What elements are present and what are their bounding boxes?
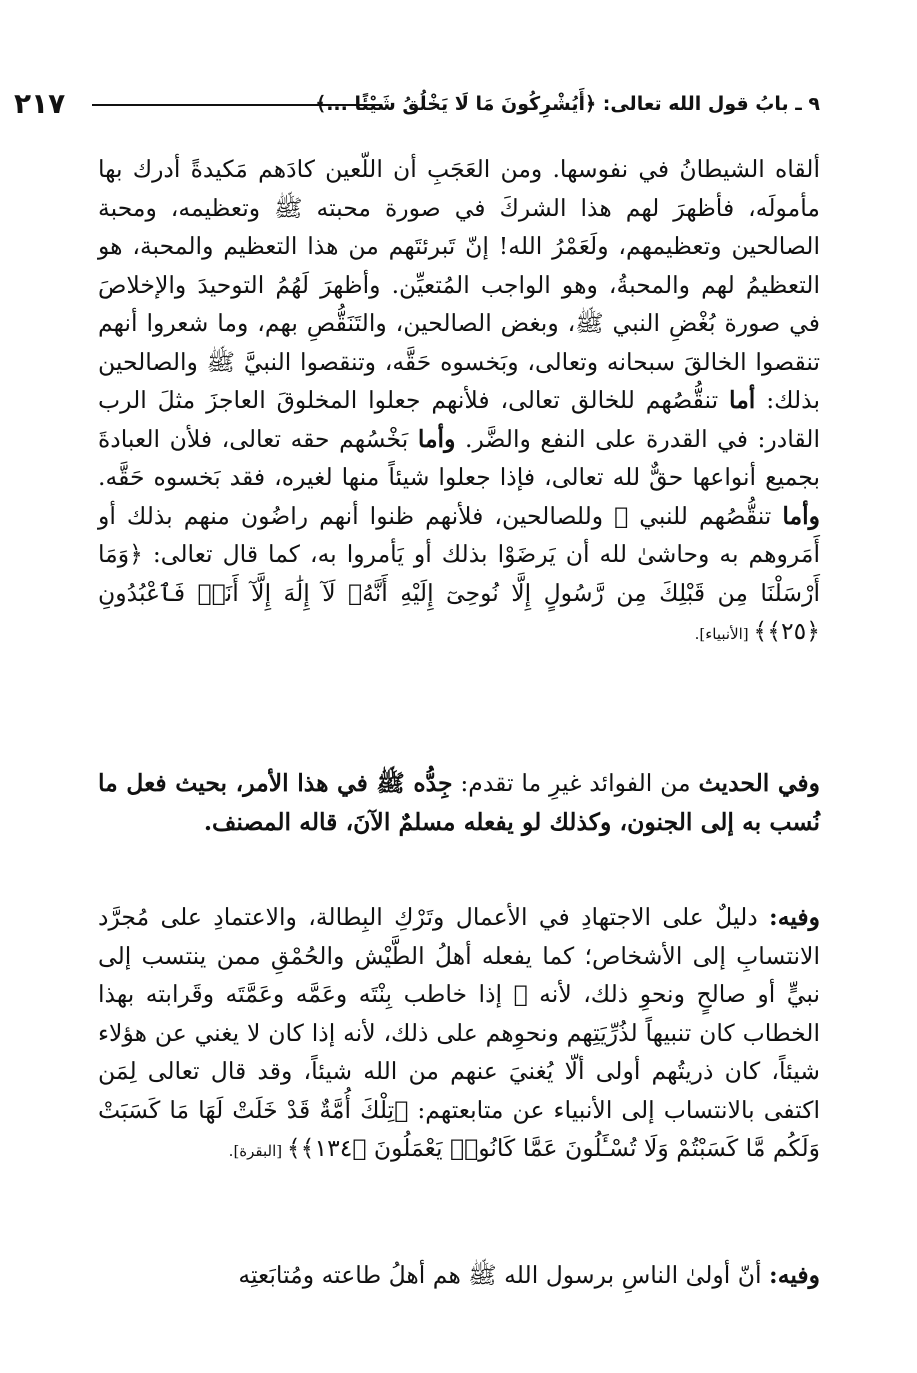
bold-term: وفيه:	[769, 1261, 820, 1289]
text: ألقاه الشيطانُ في نفوسها. ومن العَجَبِ أن اللّعين كادَهم مَكيدةً أدرك بها مأمولَه، فأظهرَ لهم هذا الشركَ في صورة محبته ﷺ وتعظيمه، ومحبة الصالحين وتعظيمهم، ولَعَمْرُ الله! إنّ تَبرئتَهم من هذا التعظيم والمحبة، هو التعظيمُ لهم والمحبةُ، وهو الواجب المُتعيِّن. وأظهرَ لَهُمُ التوحيدَ والإخلاصَ في صورة بُغْضِ النبي ﷺ، وبغض الصالحين، والتَنَقُّصِ بهم، وما شعروا أنهم تنقصوا الخالقَ سبحانه وتعالى، وبَخسوه حَقَّه، وتنقصوا النبيَّ ﷺ والصالحين بذلك:	[98, 155, 820, 414]
text: تنقُّصُهم للخالق تعالى، فلأنهم جعلوا المخلوقَ العاجزَ مثلَ الرب القادر: في القدرة على النفع والضَّر.	[98, 386, 820, 453]
bold-term: وفيه:	[769, 903, 820, 931]
text: من الفوائد غيرِ ما تقدم:	[452, 769, 699, 797]
paragraph-1	[98, 150, 820, 654]
bold-term: وأما	[782, 501, 820, 530]
bold-term: وأما	[417, 424, 456, 453]
text: دليلٌ على الاجتهادِ في الأعمال وتَرْكِ البِطالة، والاعتمادِ على مُجرَّد الانتسابِ إلى الأشخاص؛ كما يفعله أهلُ الطَّيْش والحُمْقِ ممن ينتسب إلى نبيٍّ أو صالحٍ ونحوِ ذلك، لأنه ﷺ إذا خاطب بِنْتَه وعَمَّه وعَمَّتَه وقَرابته بهذا الخطاب كان تنبيهاً لذُرِّيَتِهم ونحوِهم على ذلك، لأنه إذا كان لا يغني عن هؤلاء شيئاً، كان ذريتُهم أولى ألّا يُغنيَ عنهم من الله شيئاً، وقد قال تعالى لِمَن اكتفى بالانتساب إلى الأنبياء عن متابعتهم:	[98, 903, 820, 1124]
quran-verse: ﴿تِلْكَ أُمَّةٌ قَدْ خَلَتْ لَهَا مَا كَسَبَتْ وَلَكُم مَّا كَسَبْتُمْ وَلَا تُسْـَٔلُونَ عَمَّا كَانُوا۟ يَعْمَلُونَ ﴿١٣٤﴾﴾	[98, 1095, 820, 1162]
surah-reference: [الأنبياء].	[694, 625, 754, 643]
quran-verse: ﴿وَمَا أَرْسَلْنَا مِن قَبْلِكَ مِن رَّسُولٍ إِلَّا نُوحِىٓ إِلَيْهِ أَنَّهُۥ لَآ إِلَٰهَ إِلَّآ أَنَا۠ فَٱعْبُدُونِ ﴿٢٥﴾﴾	[98, 540, 820, 645]
running-header-title: ٩ ـ بابُ قول الله تعالى: ﴿أَيُشْرِكُونَ مَا لَا يَخْلُقُ شَيْئًا ...﴾	[315, 93, 820, 115]
paragraph-4	[98, 1256, 820, 1295]
text: تنقُّصُهم للنبي ﷺ وللصالحين، فلأنهم ظنوا أنهم راضُون منهم بذلك أو أَمَروهم به وحاشىٰ لله أن يَرضَوْا بذلك أو يَأمروا به، كما قال تعالى:	[98, 501, 820, 568]
page-number: ٢١٧	[14, 87, 66, 120]
paragraph-2	[98, 764, 820, 841]
bold-term: أما	[729, 386, 756, 414]
text: بَخْسُهم حقه تعالى، فلأن العبادةَ بجميع أنواعها حقٌّ لله تعالى، فإذا جعلوا شيئاً منها لغيره، فقد بَخسوه حَقَّه.	[98, 424, 820, 491]
paragraph-3	[98, 898, 820, 1171]
bold-text: جِدُّه ﷺ في هذا الأمر، بحيث فعل ما نُسب به إلى الجنون، وكذلك لو يفعله مسلمٌ الآنَ، قاله المصنف.	[98, 769, 820, 836]
bold-term: وفي الحديث	[698, 769, 820, 797]
surah-reference: [البقرة].	[228, 1142, 287, 1160]
text: أنّ أولىٰ الناسِ برسول الله ﷺ هم أهلُ طاعته ومُتابَعتِه	[238, 1261, 770, 1289]
